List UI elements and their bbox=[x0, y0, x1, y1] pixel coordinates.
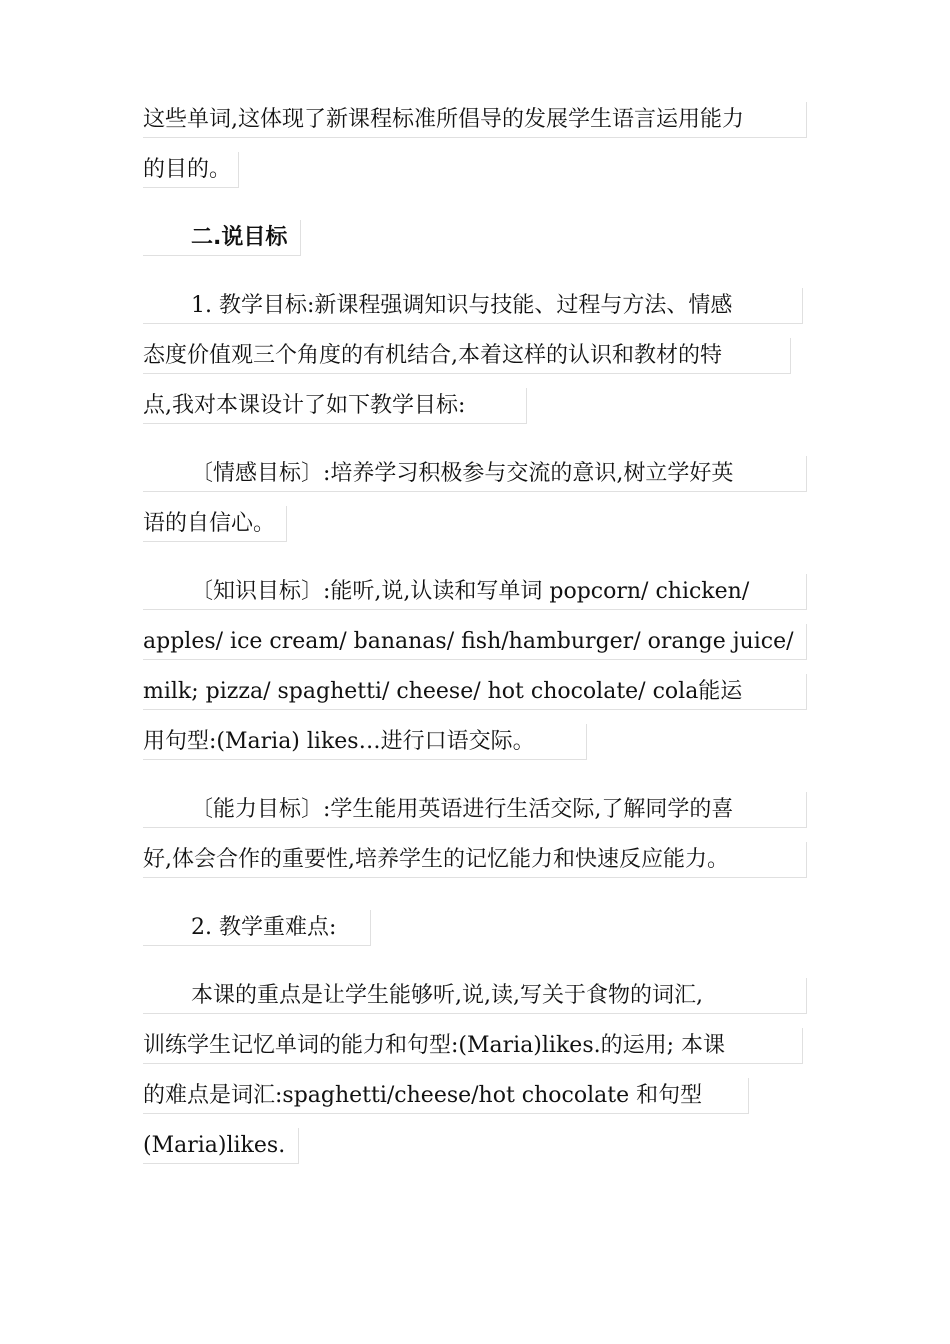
paragraph-line: apples/ ice cream/ bananas/ fish/hamburger/ orange juice/ bbox=[143, 624, 807, 660]
paragraph-line: 好,体会合作的重要性,培养学生的记忆能力和快速反应能力。 bbox=[143, 842, 807, 878]
paragraph-line: 的目的。 bbox=[143, 152, 239, 188]
paragraph-line: 〔情感目标〕:培养学习积极参与交流的意识,树立学好英 bbox=[143, 456, 807, 492]
paragraph-line: 〔知识目标〕:能听,说,认读和写单词 popcorn/ chicken/ bbox=[143, 574, 807, 610]
paragraph-line: milk; pizza/ spaghetti/ cheese/ hot chocolate/ cola能运 bbox=[143, 674, 807, 710]
paragraph-line: 本课的重点是让学生能够听,说,读,写关于食物的词汇, bbox=[143, 978, 807, 1014]
subsection-heading: 2. 教学重难点: bbox=[143, 910, 371, 946]
paragraph-line: (Maria)likes. bbox=[143, 1128, 299, 1164]
paragraph-line: 〔能力目标〕:学生能用英语进行生活交际,了解同学的喜 bbox=[143, 792, 807, 828]
paragraph-line: 的难点是词汇:spaghetti/cheese/hot chocolate 和句型 bbox=[143, 1078, 749, 1114]
paragraph-line: 训练学生记忆单词的能力和句型:(Maria)likes.的运用; 本课 bbox=[143, 1028, 803, 1064]
section-heading: 二.说目标 bbox=[143, 220, 301, 256]
paragraph-line: 用句型:(Maria) likes…进行口语交际。 bbox=[143, 724, 587, 760]
paragraph-line: 态度价值观三个角度的有机结合,本着这样的认识和教材的特 bbox=[143, 338, 791, 374]
paragraph-line: 1. 教学目标:新课程强调知识与技能、过程与方法、情感 bbox=[143, 288, 803, 324]
paragraph-line: 语的自信心。 bbox=[143, 506, 287, 542]
paragraph-line: 点,我对本课设计了如下教学目标: bbox=[143, 388, 527, 424]
paragraph-line: 这些单词,这体现了新课程标准所倡导的发展学生语言运用能力 bbox=[143, 102, 807, 138]
